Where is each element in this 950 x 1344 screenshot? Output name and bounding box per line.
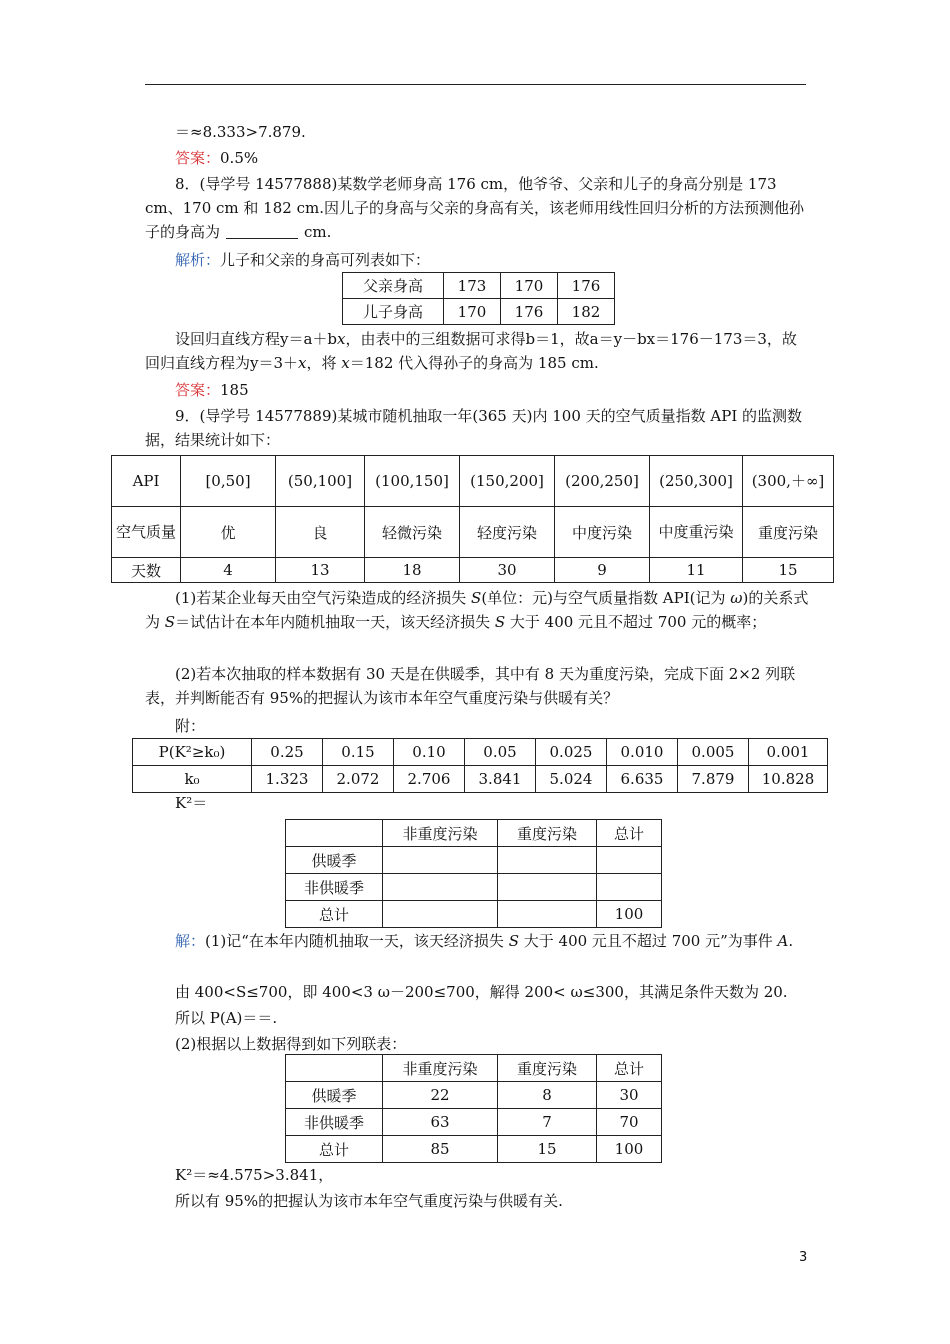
math-var: S — [471, 589, 482, 607]
table-cell: 非重度污染 — [383, 820, 498, 847]
text-run: (1)若某企业每天由空气污染造成的经济损失 — [175, 589, 472, 607]
table-row — [286, 1136, 662, 1163]
table-cell: 100 — [597, 1136, 662, 1163]
answer-value: 0.5% — [220, 149, 259, 167]
table-row — [133, 739, 828, 766]
table-cell: 重度污染 — [743, 507, 834, 558]
table-cell: 非供暖季 — [286, 874, 383, 901]
table-cell — [286, 820, 383, 847]
analysis-text: 儿子和父亲的身高可列表如下： — [220, 251, 431, 269]
table-row — [112, 558, 834, 583]
table-row — [286, 820, 662, 847]
table-cell: 182 — [558, 299, 615, 325]
table-cell: 3.841 — [465, 766, 536, 793]
table-cell: 0.001 — [749, 739, 828, 766]
table-cell: 轻度污染 — [460, 507, 555, 558]
table-cell: 父亲身高 — [343, 273, 444, 299]
text-run: . — [788, 932, 794, 950]
text-run: ＝182 代入得孙子的身高为 185 cm. — [349, 354, 599, 372]
solution-text: (2)根据以上数据得到如下列联表： — [175, 1035, 407, 1053]
table-cell: 供暖季 — [286, 1082, 383, 1109]
text-run: )的关系式为 — [145, 589, 809, 631]
table-cell — [498, 901, 597, 928]
question-9-part-1 — [145, 586, 810, 634]
table-cell: k₀ — [133, 766, 252, 793]
table-cell: API — [112, 456, 181, 507]
table-cell: 173 — [444, 273, 501, 299]
table-cell: 11 — [650, 558, 743, 583]
table-cell: 5.024 — [536, 766, 607, 793]
table-cell: 0.05 — [465, 739, 536, 766]
table-cell: 总计 — [286, 1136, 383, 1163]
table-row — [343, 299, 615, 325]
table-cell: 非供暖季 — [286, 1109, 383, 1136]
question-9-part-2-text: (2)若本次抽取的样本数据有 30 天是在供暖季，其中有 8 天为重度污染，完成下面 2×2 列联表，并判断能否有 95%的把握认为该市本年空气重度污染与供暖有关？ — [145, 665, 796, 707]
table-cell: 176 — [558, 273, 615, 299]
table-cell: 15 — [498, 1136, 597, 1163]
text-run: (单位：元)与空气质量指数 API(记为 — [481, 589, 731, 607]
text-run: 大于 400 元且不超过 700 元的概率； — [505, 613, 767, 631]
table-cell: 0.025 — [536, 739, 607, 766]
table-cell: 儿子身高 — [343, 299, 444, 325]
table-cell — [383, 847, 498, 874]
table-cell: 30 — [460, 558, 555, 583]
table-cell: [0,50] — [181, 456, 276, 507]
table-cell: 供暖季 — [286, 847, 383, 874]
conclusion-text: 所以有 95%的把握认为该市本年空气重度污染与供暖有关. — [175, 1192, 563, 1210]
formula-line — [145, 120, 840, 144]
table-cell — [383, 901, 498, 928]
table-cell: 0.005 — [678, 739, 749, 766]
answer-1 — [145, 146, 840, 170]
table-cell: (150,200] — [460, 456, 555, 507]
table-row — [286, 847, 662, 874]
k2-formula-line — [145, 791, 840, 815]
table-cell: 重度污染 — [498, 1055, 597, 1082]
table-cell: 良 — [276, 507, 365, 558]
table-cell: 7 — [498, 1109, 597, 1136]
table-cell: 天数 — [112, 558, 181, 583]
text-run: ＝试估计在本年内随机抽取一天，该天经济损失 — [175, 613, 495, 631]
question-9-part-2 — [145, 662, 810, 710]
table-cell — [498, 847, 597, 874]
table-cell: (250,300] — [650, 456, 743, 507]
table-cell: 1.323 — [252, 766, 323, 793]
table-cell: 63 — [383, 1109, 498, 1136]
table-cell: 2.072 — [323, 766, 394, 793]
k2-result-line — [145, 1163, 840, 1187]
table-row — [112, 507, 834, 558]
table-cell: 总计 — [597, 1055, 662, 1082]
text-run: (1)记“在本年内随机抽取一天，该天经济损失 — [205, 932, 509, 950]
api-table — [111, 455, 834, 583]
table-cell: 13 — [276, 558, 365, 583]
table-cell: 非重度污染 — [383, 1055, 498, 1082]
header-rule — [145, 84, 806, 85]
table-row — [286, 901, 662, 928]
math-var: S — [164, 613, 176, 631]
table-cell: 15 — [743, 558, 834, 583]
analysis-line — [145, 248, 840, 272]
table-cell: 0.10 — [394, 739, 465, 766]
question-9-text: 9．(导学号 14577889)某城市随机抽取一年(365 天)内 100 天的空气质量指数 API 的监测数据，结果统计如下： — [145, 407, 803, 449]
table-cell — [498, 874, 597, 901]
table-cell — [286, 1055, 383, 1082]
text-run: ，将 — [306, 354, 342, 372]
table-cell: 中度污染 — [555, 507, 650, 558]
solution-text: 由 400<S≤700，即 400<3 ω－200≤700，解得 200< ω≤300，其满足条件天数为 20. — [175, 983, 788, 1001]
page-number: 3 — [799, 1250, 808, 1265]
table-cell: 170 — [501, 273, 558, 299]
math-var: S — [494, 613, 506, 631]
solution-label: 解： — [175, 932, 206, 950]
answer-value: 185 — [220, 381, 249, 399]
table-cell: 9 — [555, 558, 650, 583]
contingency-table-filled — [285, 1054, 662, 1163]
math-var: x — [298, 354, 307, 372]
contingency-table-empty — [285, 819, 662, 928]
table-row — [286, 1055, 662, 1082]
table-cell: 0.010 — [607, 739, 678, 766]
table-cell: 6.635 — [607, 766, 678, 793]
math-var: S — [508, 932, 519, 950]
conclusion-line — [145, 1189, 840, 1213]
table-cell: (100,150] — [365, 456, 460, 507]
table-row — [286, 874, 662, 901]
math-var: x — [337, 330, 346, 348]
text-run: ，由表中的三组数据可求得b＝1，故a＝y－bx＝176－173＝3，故回归直线方程为y＝3＋ — [145, 330, 797, 372]
table-row — [286, 1082, 662, 1109]
solution-part-2 — [145, 1032, 840, 1056]
table-cell: 176 — [501, 299, 558, 325]
formula-text: ＝≈8.333>7.879. — [175, 123, 306, 141]
table-cell: 10.828 — [749, 766, 828, 793]
appendix-label — [145, 714, 840, 738]
table-cell: 30 — [597, 1082, 662, 1109]
answer-blank — [226, 222, 298, 239]
table-cell: 170 — [444, 299, 501, 325]
math-var: A — [777, 932, 789, 950]
table-cell: 0.15 — [323, 739, 394, 766]
table-cell — [383, 874, 498, 901]
solution-part-1 — [145, 929, 840, 953]
table-row — [112, 456, 834, 507]
table-cell: 8 — [498, 1082, 597, 1109]
appendix-text: 附： — [175, 717, 206, 735]
question-9 — [145, 404, 810, 452]
table-cell — [597, 874, 662, 901]
question-8 — [145, 172, 810, 244]
text-run: 大于 400 元且不超过 700 元”为事件 — [518, 932, 778, 950]
table-row — [343, 273, 615, 299]
text-run: 设回归直线方程y＝a＋b — [175, 330, 338, 348]
table-row — [133, 766, 828, 793]
table-cell: (200,250] — [555, 456, 650, 507]
table-cell: 空气质量 — [112, 507, 181, 558]
analysis-label: 解析： — [175, 251, 221, 269]
table-cell: 7.879 — [678, 766, 749, 793]
table-cell: 总计 — [286, 901, 383, 928]
table-cell: 85 — [383, 1136, 498, 1163]
solution-line-3 — [145, 1006, 840, 1030]
table-cell: 22 — [383, 1082, 498, 1109]
table-cell: 18 — [365, 558, 460, 583]
table-cell: 4 — [181, 558, 276, 583]
solution-text: 所以 P(A)＝＝. — [175, 1009, 278, 1027]
table-cell: 70 — [597, 1109, 662, 1136]
table-cell: P(K²≥k₀) — [133, 739, 252, 766]
math-var: x — [341, 354, 350, 372]
k2-formula: K²＝ — [175, 794, 208, 812]
math-var: ω — [730, 589, 743, 607]
solution-line-2 — [145, 980, 840, 1004]
table-row — [286, 1109, 662, 1136]
table-cell: 轻微污染 — [365, 507, 460, 558]
table-cell: 总计 — [597, 820, 662, 847]
table-cell: 优 — [181, 507, 276, 558]
table-cell: (50,100] — [276, 456, 365, 507]
table-cell: 中度重污染 — [650, 507, 743, 558]
table-cell: 重度污染 — [498, 820, 597, 847]
table-cell: 100 — [597, 901, 662, 928]
regression-paragraph — [145, 327, 810, 375]
table-cell: 2.706 — [394, 766, 465, 793]
table-cell — [597, 847, 662, 874]
table-cell: (300,＋∞] — [743, 456, 834, 507]
height-table — [342, 272, 615, 325]
question-8-text: 8．(导学号 14577888)某数学老师身高 176 cm，他爷爷、父亲和儿子的身高分别是 173 cm、170 cm 和 182 cm.因儿子的身高与父亲的身高有关，该老师用线性回归分析的方法预测他孙子的身高为 — [145, 175, 804, 241]
answer-2 — [145, 378, 840, 402]
question-8-unit: cm. — [304, 223, 332, 241]
k2-result: K²＝≈4.575>3.841， — [175, 1166, 334, 1184]
table-cell: 0.25 — [252, 739, 323, 766]
k-table — [132, 738, 828, 793]
answer-label: 答案： — [175, 381, 221, 399]
answer-label: 答案： — [175, 149, 221, 167]
